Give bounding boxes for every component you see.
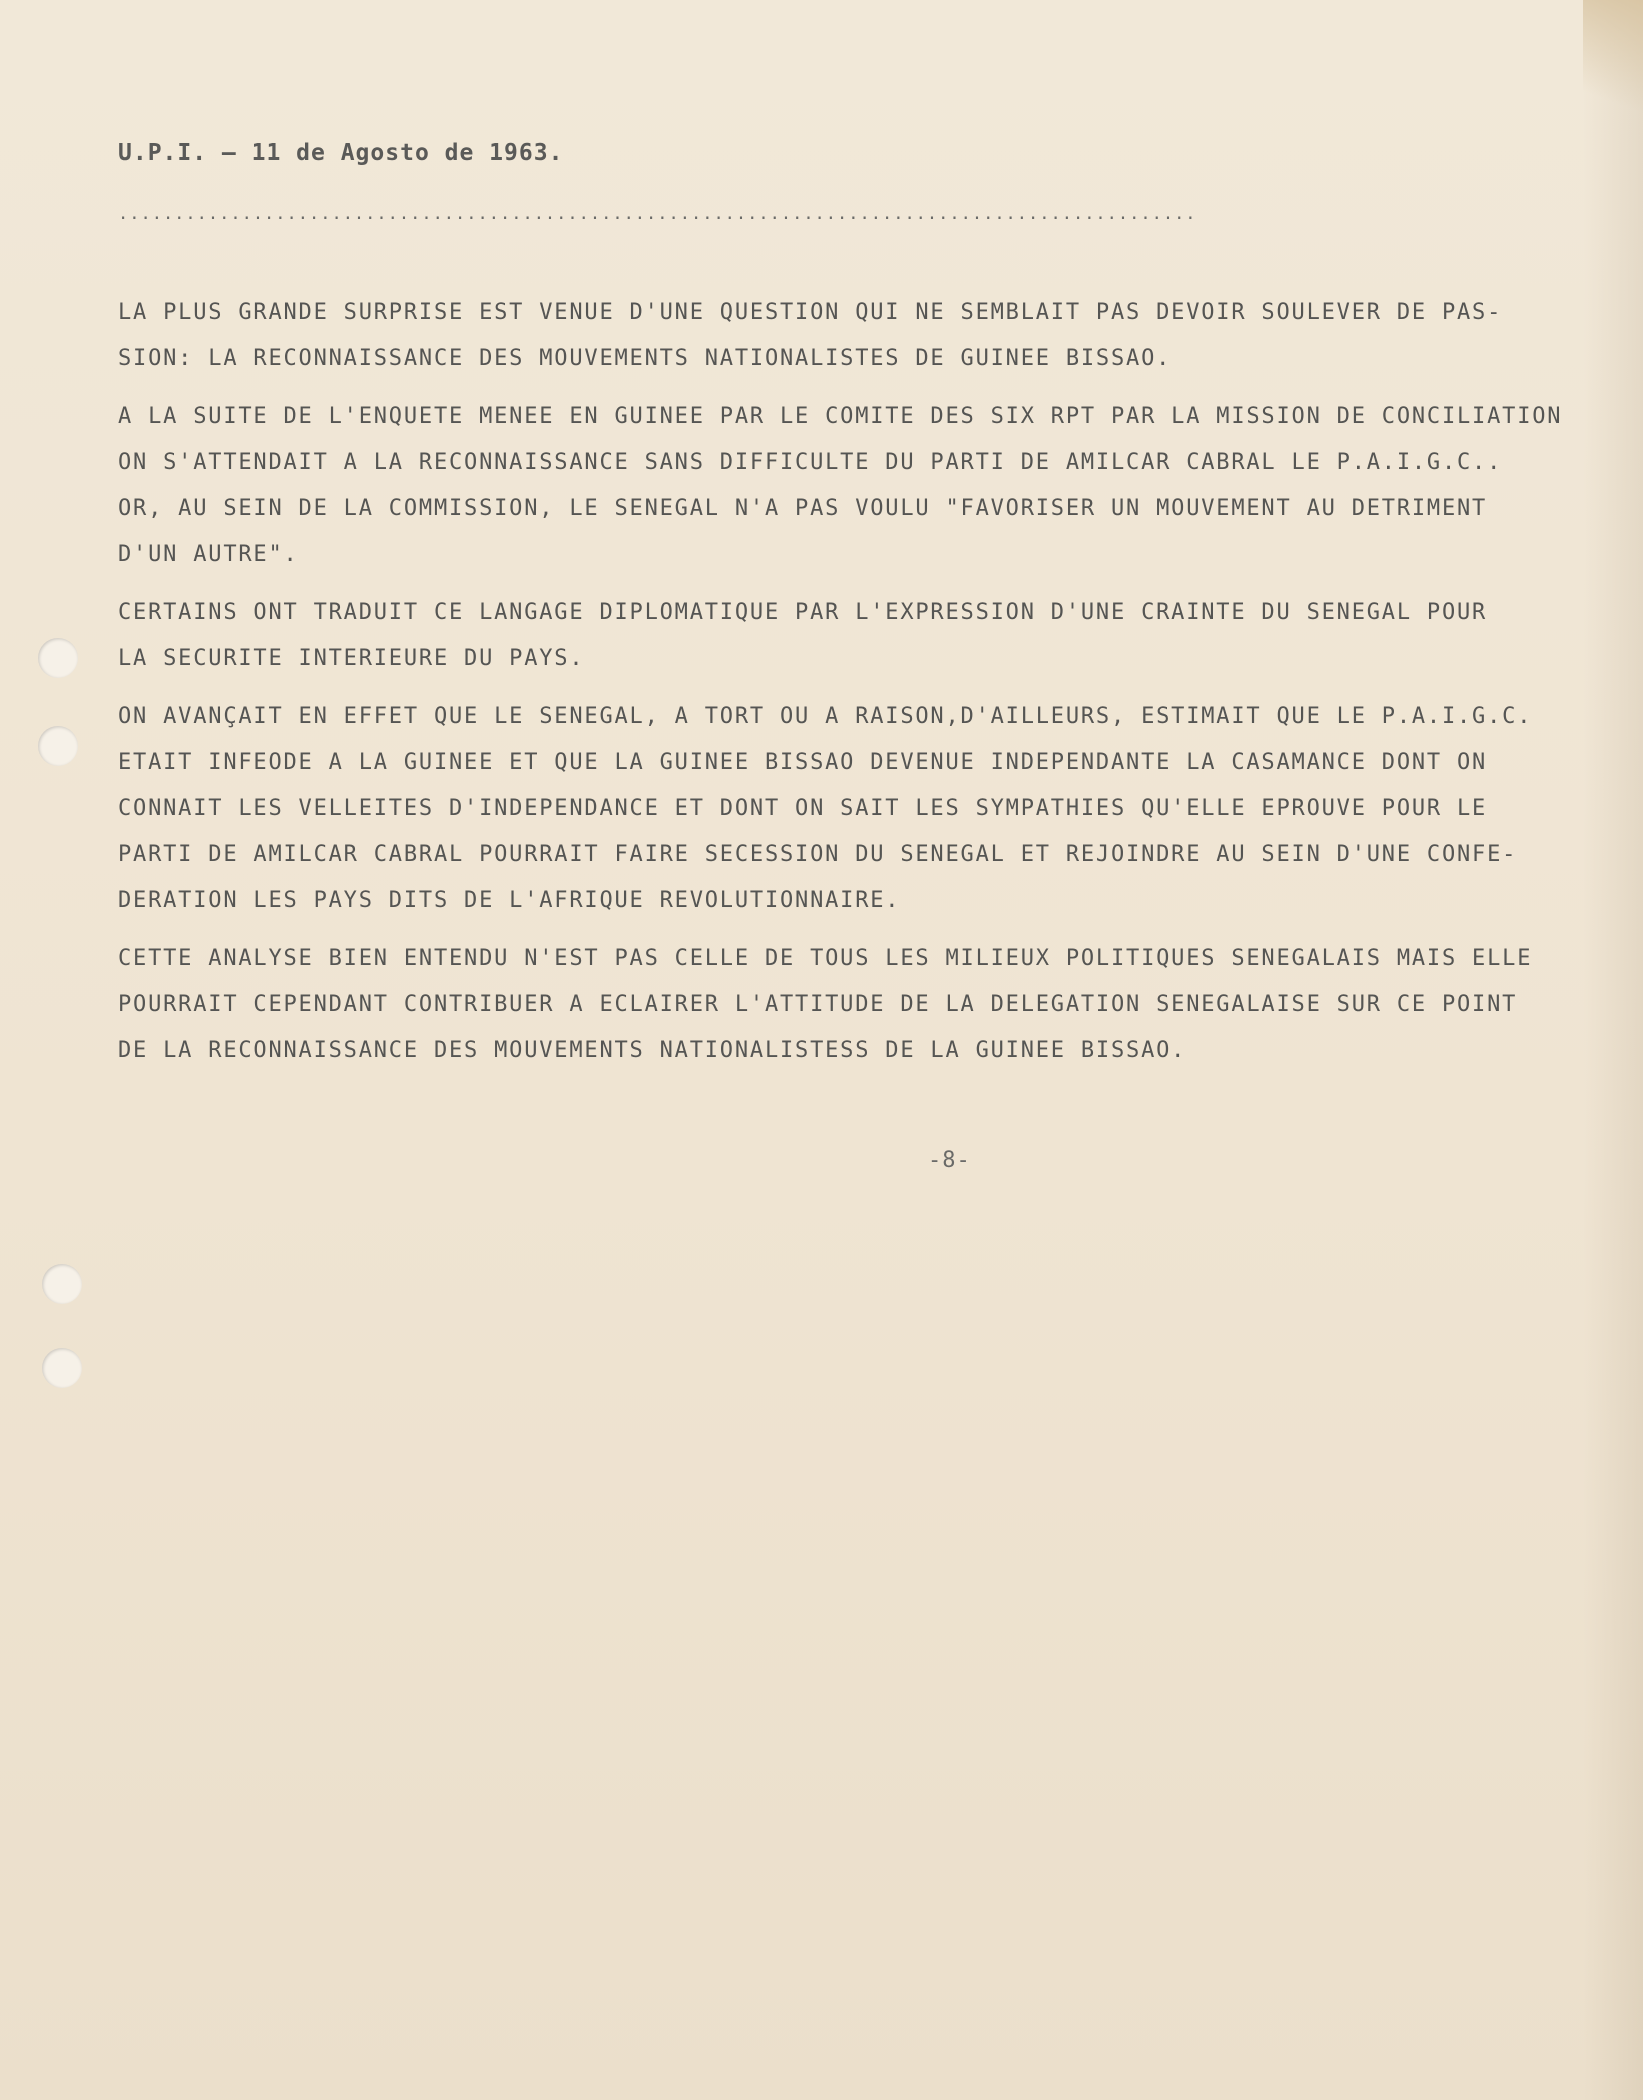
- text-line: A LA SUITE DE L'ENQUETE MENEE EN GUINEE PAR LE COMITE DES SIX RPT PAR LA MISSION DE CONCILIATION: [118, 404, 1563, 429]
- text-line: DERATION LES PAYS DITS DE L'AFRIQUE REVOLUTIONNAIRE.: [118, 888, 901, 913]
- text-line: CERTAINS ONT TRADUIT CE LANGAGE DIPLOMATIQUE PAR L'EXPRESSION D'UNE CRAINTE DU SENEGAL POUR: [118, 600, 1488, 625]
- punch-hole: [38, 638, 78, 678]
- text-line: OR, AU SEIN DE LA COMMISSION, LE SENEGAL N'A PAS VOULU "FAVORISER UN MOUVEMENT AU DETRIMENT: [118, 496, 1488, 521]
- text-line: DE LA RECONNAISSANCE DES MOUVEMENTS NATIONALISTESS DE LA GUINEE BISSAO.: [118, 1038, 1187, 1063]
- text-line: LA PLUS GRANDE SURPRISE EST VENUE D'UNE QUESTION QUI NE SEMBLAIT PAS DEVOIR SOULEVER DE PAS-: [118, 300, 1503, 325]
- paragraph: [118, 936, 1628, 1074]
- text-line: D'UN AUTRE".: [118, 542, 299, 567]
- punch-hole: [38, 726, 78, 766]
- page-number: -8-: [928, 1148, 971, 1173]
- text-line: ETAIT INFEODE A LA GUINEE ET QUE LA GUINEE BISSAO DEVENUE INDEPENDANTE LA CASAMANCE DONT ON: [118, 750, 1488, 775]
- text-line: POURRAIT CEPENDANT CONTRIBUER A ECLAIRER L'ATTITUDE DE LA DELEGATION SENEGALAISE SUR CE POINT: [118, 992, 1518, 1017]
- punch-hole: [42, 1348, 82, 1388]
- paragraph: [118, 394, 1628, 578]
- paragraph: [118, 590, 1628, 682]
- text-line: PARTI DE AMILCAR CABRAL POURRAIT FAIRE SECESSION DU SENEGAL ET REJOINDRE AU SEIN D'UNE CONFE-: [118, 842, 1518, 867]
- paragraph: [118, 694, 1628, 924]
- paragraph: [118, 290, 1628, 382]
- text-line: ON AVANÇAIT EN EFFET QUE LE SENEGAL, A TORT OU A RAISON,D'AILLEURS, ESTIMAIT QUE LE P.A.I.G.C.: [118, 704, 1533, 729]
- text-line: CETTE ANALYSE BIEN ENTENDU N'EST PAS CELLE DE TOUS LES MILIEUX POLITIQUES SENEGALAIS MAIS ELLE: [118, 946, 1533, 971]
- text-line: CONNAIT LES VELLEITES D'INDEPENDANCE ET DONT ON SAIT LES SYMPATHIES QU'ELLE EPROUVE POUR LE: [118, 796, 1488, 821]
- document-header: U.P.I. – 11 de Agosto de 1963.: [118, 140, 564, 166]
- text-line: ON S'ATTENDAIT A LA RECONNAISSANCE SANS DIFFICULTE DU PARTI DE AMILCAR CABRAL LE P.A.I.G.C..: [118, 450, 1503, 475]
- punch-hole: [42, 1264, 82, 1304]
- document-body: [118, 290, 1628, 1086]
- text-line: SION: LA RECONNAISSANCE DES MOUVEMENTS NATIONALISTES DE GUINEE BISSAO.: [118, 346, 1172, 371]
- paper-corner-stain: [1583, 0, 1643, 120]
- dotted-separator: ................................................................................................: [118, 204, 1197, 224]
- text-line: LA SECURITE INTERIEURE DU PAYS.: [118, 646, 585, 671]
